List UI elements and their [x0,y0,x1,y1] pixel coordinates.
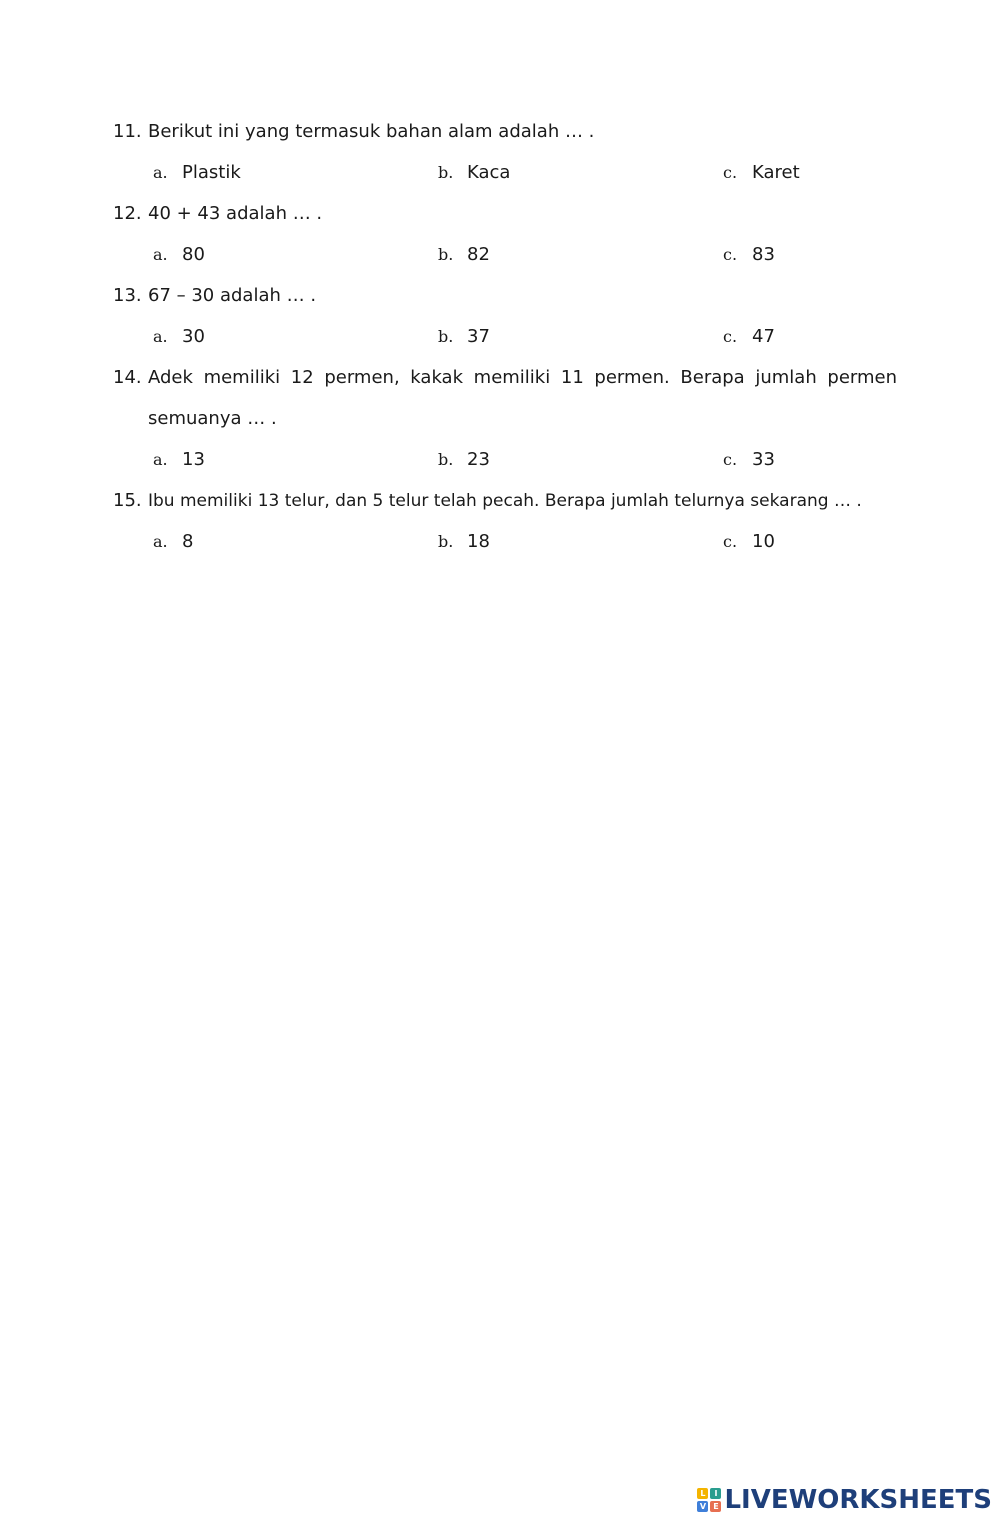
question-text: Ibu memiliki 13 telur, dan 5 telur telah pecah. Berapa jumlah telurnya sekarang … . [148,491,862,511]
option-text: 80 [182,244,205,265]
question-number: 11. [113,121,142,142]
logo-text: LIVEWORKSHEETS [724,1485,992,1515]
badge-letter: V [697,1501,708,1512]
answer-options [113,316,897,357]
option-text: 37 [467,326,490,347]
option-a[interactable] [153,521,193,562]
option-letter: a. [153,532,168,551]
option-letter: a. [153,327,168,346]
option-text: 33 [752,449,775,470]
badge-letter: E [710,1501,721,1512]
option-a[interactable] [153,152,241,193]
option-text: 10 [752,531,775,552]
option-c[interactable] [723,439,775,480]
option-text: Plastik [182,162,241,183]
answer-options [113,521,897,562]
option-letter: c. [723,327,738,346]
option-letter: a. [153,163,168,182]
option-text: 47 [752,326,775,347]
option-a[interactable] [153,234,205,275]
badge-letter: L [697,1488,708,1499]
answer-options [113,439,897,480]
option-text: Kaca [467,162,511,183]
question-text: 67 – 30 adalah … . [148,285,317,306]
option-c[interactable] [723,521,775,562]
option-text: 13 [182,449,205,470]
liveworksheets-logo[interactable] [697,1484,992,1516]
option-text: 82 [467,244,490,265]
option-a[interactable] [153,316,205,357]
question-number: 15. [113,490,142,511]
option-letter: c. [723,163,738,182]
live-badge-icon [697,1488,721,1512]
option-letter: c. [723,532,738,551]
option-b[interactable] [438,152,510,193]
question-15 [113,480,897,562]
option-c[interactable] [723,152,800,193]
question-text: Adek memiliki 12 permen, kakak memiliki 11 permen. Berapa jumlah permen [148,367,897,388]
option-letter: c. [723,450,738,469]
option-b[interactable] [438,316,490,357]
option-text: 83 [752,244,775,265]
option-text: 8 [182,531,194,552]
question-13 [113,275,897,357]
option-b[interactable] [438,439,490,480]
option-letter: b. [438,450,454,469]
question-12 [113,193,897,275]
question-14 [113,357,897,480]
question-11 [113,111,897,193]
question-text: Berikut ini yang termasuk bahan alam adalah … . [148,121,595,142]
badge-letter: I [710,1488,721,1499]
option-text: 23 [467,449,490,470]
question-text-continued: semuanya … . [148,408,277,429]
option-a[interactable] [153,439,205,480]
option-letter: b. [438,163,454,182]
question-number: 12. [113,203,142,224]
option-letter: a. [153,450,168,469]
option-text: 18 [467,531,490,552]
option-b[interactable] [438,234,490,275]
option-letter: a. [153,245,168,264]
option-c[interactable] [723,316,775,357]
option-letter: b. [438,245,454,264]
question-number: 13. [113,285,142,306]
option-letter: b. [438,532,454,551]
answer-options [113,234,897,275]
option-b[interactable] [438,521,490,562]
option-letter: b. [438,327,454,346]
option-c[interactable] [723,234,775,275]
question-text: 40 + 43 adalah … . [148,203,323,224]
option-text: Karet [752,162,800,183]
answer-options [113,152,897,193]
question-number: 14. [113,367,142,388]
option-letter: c. [723,245,738,264]
option-text: 30 [182,326,205,347]
